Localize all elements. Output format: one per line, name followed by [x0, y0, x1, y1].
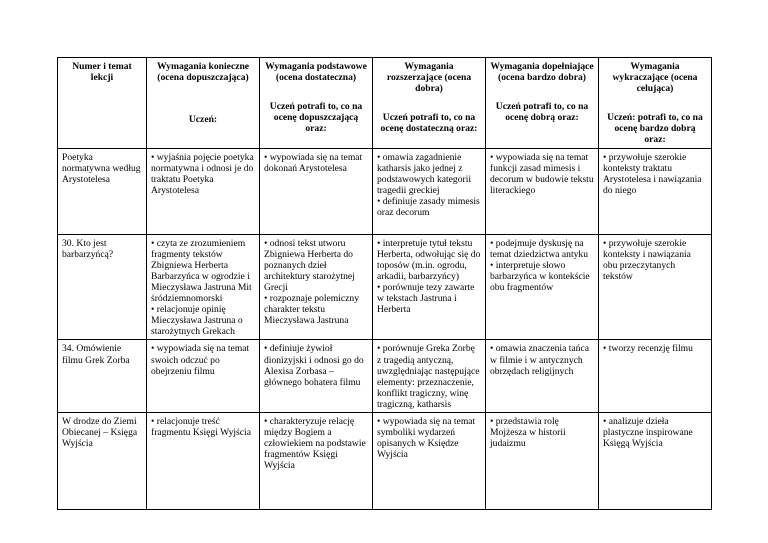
requirement-item: • relacjonuje opinię Mieczysława Jastruna o starożytnych Grekach: [151, 304, 243, 338]
requirement-item: • relacjonuje treść fragmentu Księgi Wyjścia: [151, 415, 251, 439]
requirement-cell: [373, 148, 486, 234]
table-body: [58, 148, 712, 509]
requirement-item: • charakteryzuje relację między Bogiem a człowiekiem na podstawie fragmentów Księgi Wyjścia: [264, 415, 366, 472]
requirement-item: • odnosi tekst utworu Zbigniewa Herberta do poznanych dzieł architektury starożytnej Grecji: [264, 237, 355, 293]
requirement-cell: [260, 340, 373, 413]
requirement-item: • definiuje żywioł dionizyjski i odnosi go do Alexisa Zorbasa – głównego bohatera filmu: [264, 343, 364, 388]
requirement-cell: [373, 234, 486, 340]
requirement-item: • wypowiada się na temat dokonań Arystotelesa: [264, 151, 363, 174]
header-title: Wymagania dopełniające (ocena bardzo dobra): [490, 61, 594, 84]
requirement-cell: [147, 234, 260, 340]
requirement-cell: [373, 340, 486, 413]
requirement-cell: [599, 234, 712, 340]
requirement-cell: [147, 412, 260, 509]
requirement-item: • porównuje Greka Zorbę z tragedią antyczną, uwzględniając następujące elementy: przeznaczenie, konflikt tragiczny, winę tragiczną, katharsis: [377, 343, 480, 410]
header-dopelniajace: [486, 58, 599, 149]
header-rozszerzajace: [373, 58, 486, 149]
requirement-item: • rozpoznaje polemiczny charakter tekstu Mieczysława Jastruna: [264, 293, 359, 327]
header-wykraczajace: [599, 58, 712, 149]
header-subtitle: Uczeń potrafi to, co na ocenę dopuszczającą oraz:: [269, 101, 363, 135]
requirement-item: • wypowiada się na temat symboliki wydarzeń opisanych w Księdze Wyjścia: [377, 415, 476, 461]
header-podstawowe: [260, 58, 373, 149]
lesson-topic: 34. Omówienie filmu Grek Zorba: [58, 340, 147, 413]
requirement-cell: [147, 340, 260, 413]
table-row: [58, 148, 712, 234]
requirement-item: • definiuje zasady mimesis oraz decorum: [377, 195, 480, 219]
table-row: [58, 412, 712, 509]
header-topic: [58, 58, 147, 149]
requirement-cell: [486, 148, 599, 234]
table-row: [58, 234, 712, 340]
requirement-item: • czyta ze zrozumieniem fragmenty tekstów Zbigniewa Herberta Barbarzyńca w ogrodzie i Mieczysława Jastruna Mit śródziemnomorski: [151, 237, 252, 305]
requirement-item: • omawia zagadnienie katharsis jako jednej z podstawowych kategorii tragedii greckiej: [377, 151, 472, 196]
header-row: [58, 58, 712, 149]
header-subtitle: Uczeń: potrafi to, co na ocenę bardzo dobrą oraz:: [607, 112, 703, 146]
header-subtitle: Uczeń:: [188, 114, 218, 126]
requirement-cell: [260, 148, 373, 234]
requirement-item: • interpretuje tytuł tekstu Herberta, odwołując się do toposów (m.in. ogrodu, arkadii, barbarzyńcy): [377, 237, 481, 282]
header-subtitle: Uczeń potrafi to, co na ocenę dobrą oraz:: [495, 101, 589, 124]
header-title: Wymagania rozszerzające (ocena dobra): [386, 61, 472, 95]
requirement-item: • porównuje tezy zawarte w tekstach Jastruna i Herberta: [377, 281, 475, 316]
header-konieczne: [147, 58, 260, 149]
requirement-cell: [599, 340, 712, 413]
header-title: Wymagania konieczne (ocena dopuszczająca): [156, 61, 250, 84]
requirement-cell: [373, 412, 486, 509]
requirement-cell: [486, 340, 599, 413]
requirement-cell: [260, 412, 373, 509]
requirement-item: • przedstawia rolę Mojżesza w historii judaizmu: [490, 415, 566, 450]
requirement-item: • wyjaśnia pojęcie poetyka normatywna i odnosi je do traktatu Poetyka Arystotelesa: [151, 151, 254, 196]
header-title: Wymagania podstawowe (ocena dostateczna): [265, 61, 367, 84]
header-title: Wymagania wykraczające (ocena celująca): [612, 61, 698, 95]
requirement-item: • podejmuje dyskusję na temat dziedzictwa antyku: [490, 237, 589, 260]
lesson-topic: Poetyka normatywna według Arystotelesa: [58, 148, 147, 234]
requirement-cell: [260, 234, 373, 340]
requirement-cell: [599, 148, 712, 234]
requirement-item: • przywołuje szerokie konteksty traktatu Arystotelesa i nawiązania do niego: [603, 151, 702, 196]
table-row: [58, 340, 712, 413]
header-subtitle: Uczeń potrafi to, co na ocenę dostateczną oraz:: [380, 112, 478, 135]
requirement-item: • analizuje dzieła plastyczne inspirowane Księgą Wyjścia: [603, 415, 693, 450]
header-title: Numer i temat lekcji: [72, 61, 132, 84]
requirement-item: • tworzy recenzję filmu: [603, 343, 693, 355]
requirement-cell: [599, 412, 712, 509]
requirement-cell: [486, 412, 599, 509]
lesson-topic: 30. Kto jest barbarzyńcą?: [58, 234, 147, 340]
requirement-item: • omawia znaczenia tańca w filmie i w antycznych obrzędach religijnych: [490, 343, 589, 377]
requirement-item: • wypowiada się na temat funkcji zasad mimesis i decorum w budowie tekstu literackiego: [490, 151, 594, 196]
requirement-item: • przywołuje szerokie konteksty i nawiązania obu przeczytanych tekstów: [603, 237, 691, 282]
requirement-cell: [486, 234, 599, 340]
requirement-cell: [147, 148, 260, 234]
requirement-item: • interpretuje słowo barbarzyńca w kontekście obu fragmentów: [490, 259, 590, 293]
requirements-table: [57, 57, 712, 510]
requirement-item: • wypowiada się na temat swoich odczuć po obejrzeniu filmu: [151, 343, 250, 377]
lesson-topic: W drodze do Ziemi Obiecanej – Księga Wyjścia: [58, 412, 147, 509]
